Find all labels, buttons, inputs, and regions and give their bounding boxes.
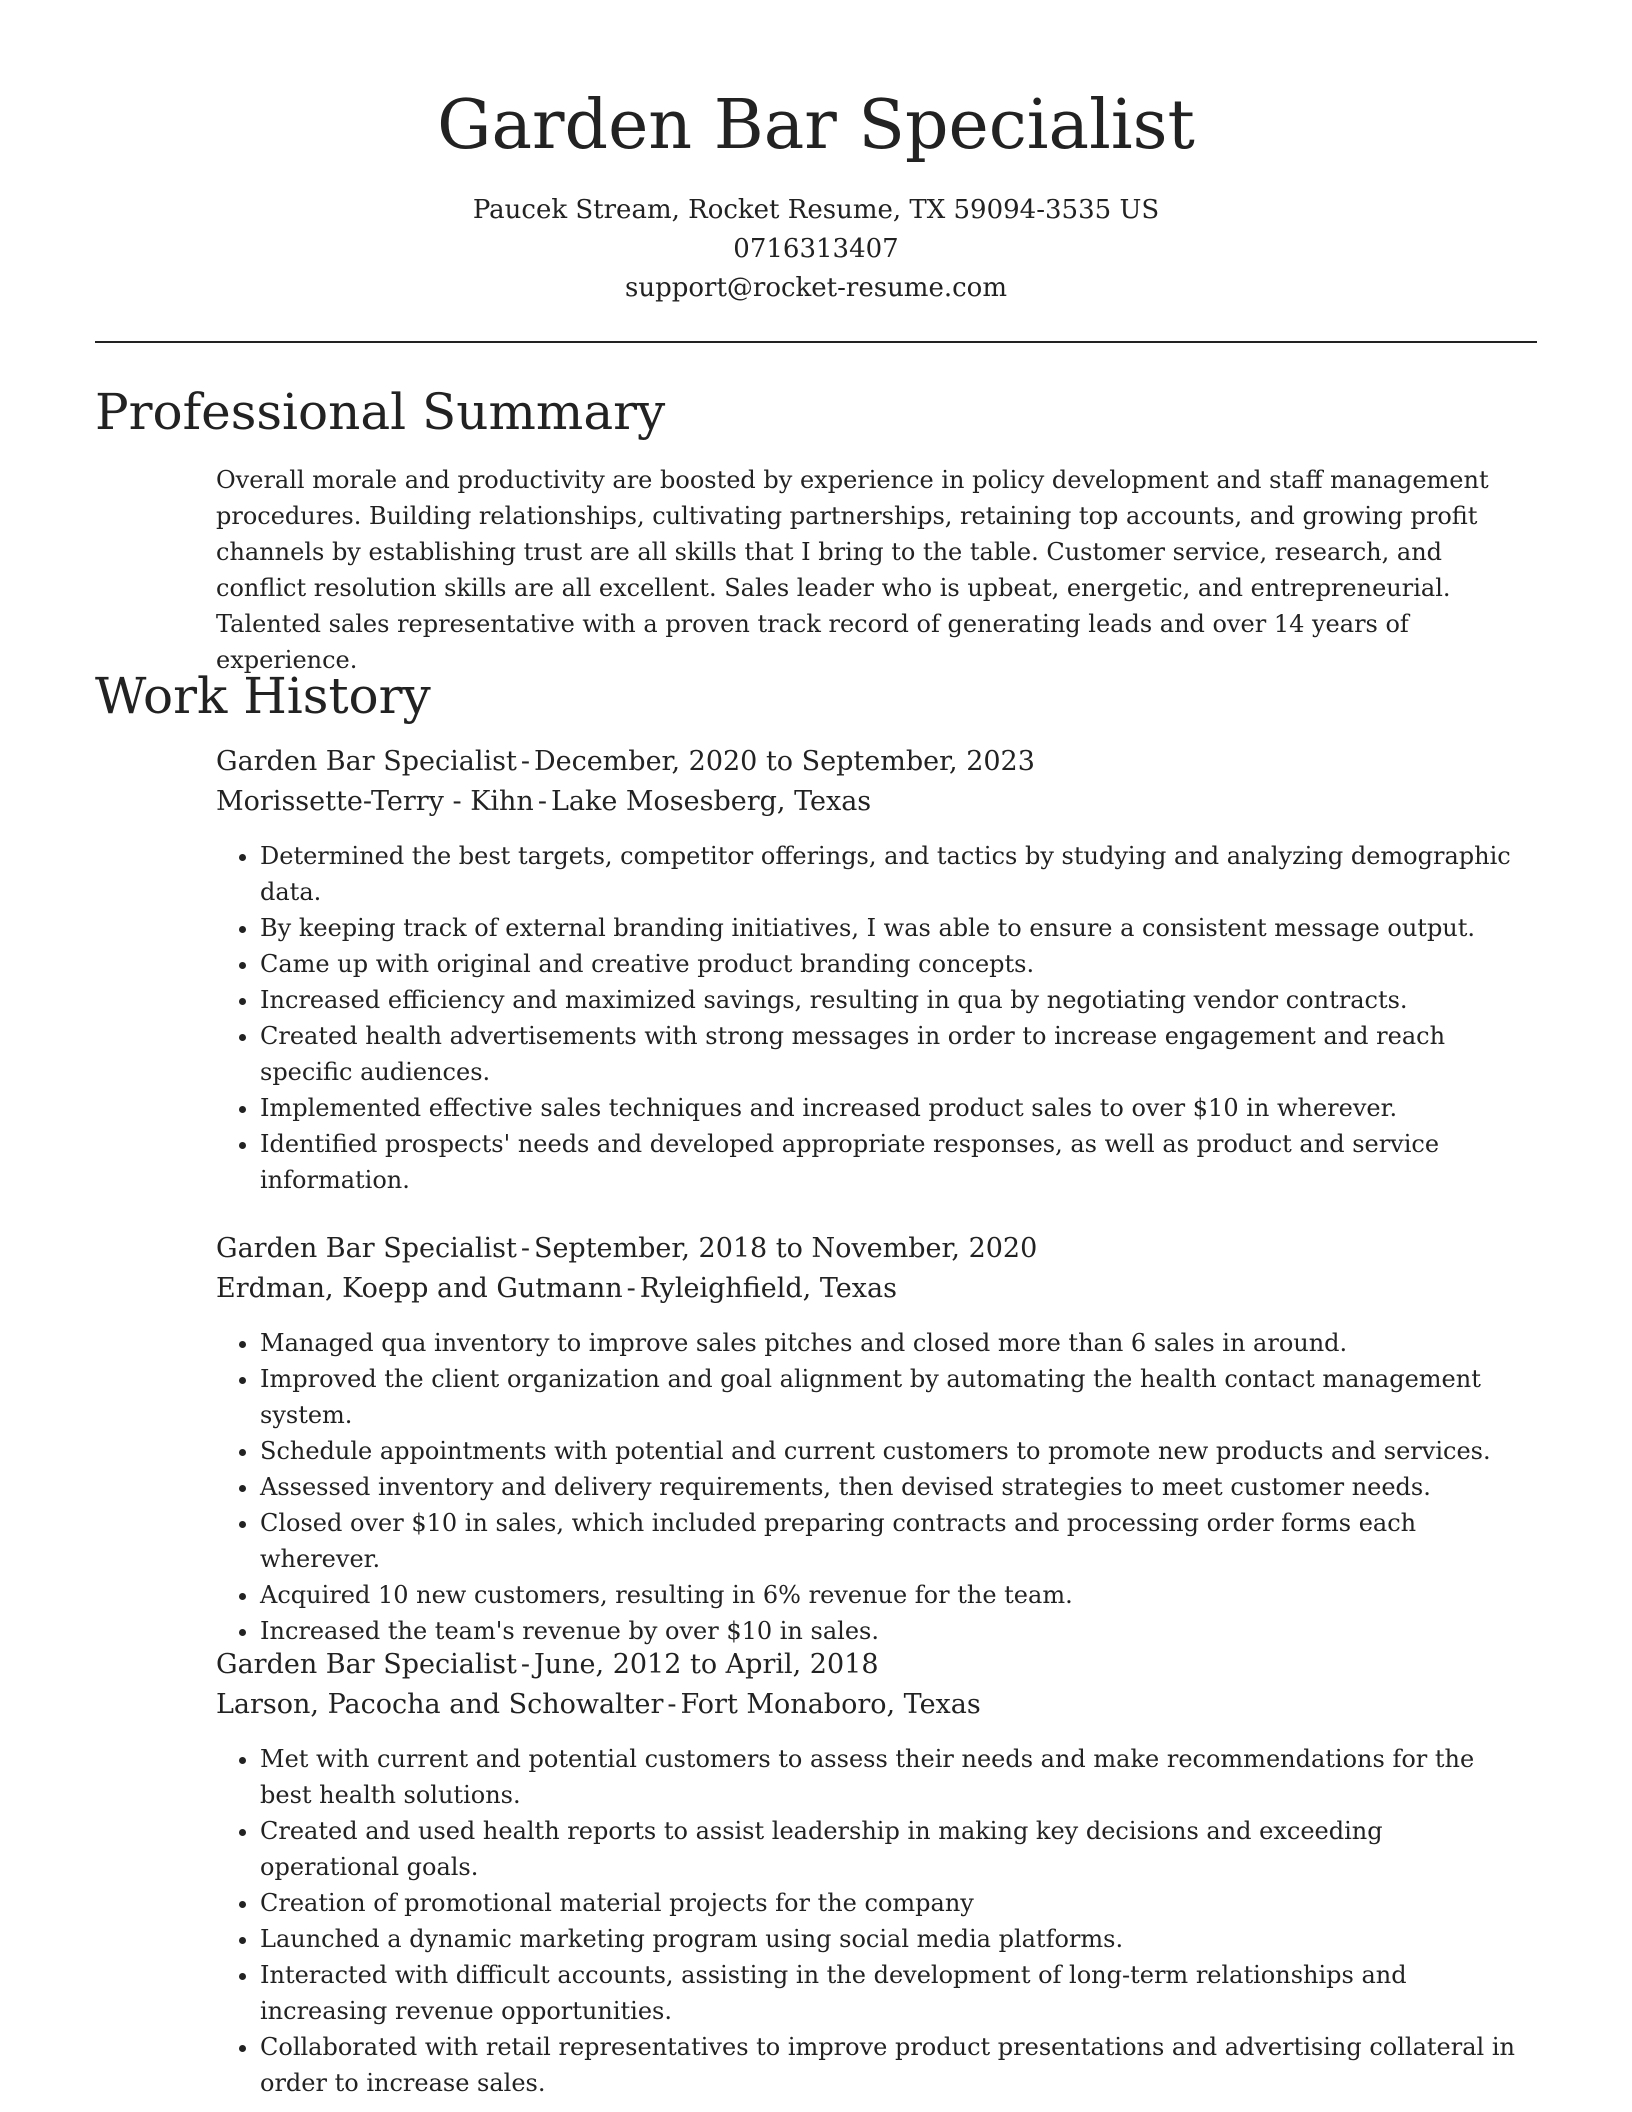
job-location: Ryleighfield, Texas (639, 1273, 897, 1304)
job-bullet: • Improved the client organization and goal alignment by automating the health contact management system. (260, 1361, 1516, 1433)
job-dates: September, 2018 to November, 2020 (533, 1233, 1038, 1264)
job-bullet: • Increased efficiency and maximized savings, resulting in qua by negotiating vendor contracts. (260, 982, 1516, 1018)
job-bullets (216, 1741, 1516, 2101)
job-company: Larson, Pacocha and Schowalter (216, 1689, 664, 1720)
job-bullet: • Met with current and potential customers to assess their needs and make recommendations for the best health solutions. (260, 1741, 1516, 1813)
job-bullet: • Came up with original and creative product branding concepts. (260, 946, 1516, 982)
summary-text: Overall morale and productivity are boosted by experience in policy development and staff management procedures. Building relationships, cultivating partnerships, retaining top accounts, and growing profit channels by establishing trust are all skills that I bring to the table. Customer service, research, and conflict resolution skills are all excellent. Sales leader who is upbeat, energetic, and entrepreneurial. Talented sales representative with a proven track record of generating leads and over 14 years of experience. (216, 466, 1489, 674)
job-company-line: Morissette-Terry - Kihn - Lake Mosesberg, Texas (216, 786, 872, 817)
job-title-line: Garden Bar Specialist - December, 2020 to September, 2023 (216, 746, 1035, 777)
contact-email: support@rocket-resume.com (624, 273, 1007, 303)
job-bullet: • Interacted with difficult accounts, assisting in the development of long-term relationships and increasing revenue opportunities. (260, 1957, 1516, 2029)
work-history-heading: Work History (95, 667, 431, 725)
job-bullets (216, 1325, 1516, 1649)
job-bullet: • Acquired 10 new customers, resulting in 6% revenue for the team. (260, 1577, 1516, 1613)
job-bullet: • Increased the team's revenue by over $10 in sales. (260, 1613, 1516, 1649)
job-company: Morissette-Terry - Kihn (216, 786, 534, 817)
contact-block (0, 191, 1632, 308)
job-bullet: • Assessed inventory and delivery requirements, then devised strategies to meet customer needs. (260, 1469, 1516, 1505)
job-role: Garden Bar Specialist (216, 746, 517, 777)
resume-name: Garden Bar Specialist (437, 86, 1195, 165)
job-company: Erdman, Koepp and Gutmann (216, 1273, 623, 1304)
job-company-line: Larson, Pacocha and Schowalter - Fort Monaboro, Texas (216, 1689, 981, 1720)
job-bullet: • Managed qua inventory to improve sales pitches and closed more than 6 sales in around. (260, 1325, 1516, 1361)
job-bullet: • Created and used health reports to assist leadership in making key decisions and exceeding operational goals. (260, 1813, 1516, 1885)
job-dates: December, 2020 to September, 2023 (533, 746, 1035, 777)
job-role: Garden Bar Specialist (216, 1233, 517, 1264)
job-dates: June, 2012 to April, 2018 (533, 1649, 879, 1680)
job-company-line: Erdman, Koepp and Gutmann - Ryleighfield, Texas (216, 1273, 897, 1304)
job-bullet: • Created health advertisements with strong messages in order to increase engagement and reach specific audiences. (260, 1018, 1516, 1090)
job-bullet: • Collaborated with retail representatives to improve product presentations and advertising collateral in order to increase sales. (260, 2029, 1516, 2101)
header-divider (95, 341, 1537, 343)
job-role: Garden Bar Specialist (216, 1649, 517, 1680)
job-entry (216, 1645, 1516, 2101)
job-entry (216, 742, 1516, 1198)
job-bullet: • Launched a dynamic marketing program using social media platforms. (260, 1921, 1516, 1957)
contact-phone: 0716313407 (733, 234, 899, 264)
job-bullet: • Determined the best targets, competitor offerings, and tactics by studying and analyzing demographic data. (260, 838, 1516, 910)
job-bullets (216, 838, 1516, 1198)
summary-heading: Professional Summary (95, 383, 666, 441)
job-title-line: Garden Bar Specialist - June, 2012 to April, 2018 (216, 1649, 879, 1680)
job-entry (216, 1229, 1516, 1649)
job-bullet: • Creation of promotional material projects for the company (260, 1885, 1516, 1921)
job-bullet: • By keeping track of external branding initiatives, I was able to ensure a consistent message output. (260, 910, 1516, 946)
contact-address: Paucek Stream, Rocket Resume, TX 59094-3535 US (472, 195, 1160, 225)
job-title-line: Garden Bar Specialist - September, 2018 to November, 2020 (216, 1233, 1038, 1264)
job-location: Lake Mosesberg, Texas (550, 786, 872, 817)
job-bullet: • Schedule appointments with potential and current customers to promote new products and services. (260, 1433, 1516, 1469)
job-location: Fort Monaboro, Texas (680, 1689, 981, 1720)
job-bullet: • Implemented effective sales techniques and increased product sales to over $10 in wherever. (260, 1090, 1516, 1126)
job-bullet: • Identified prospects' needs and developed appropriate responses, as well as product and service information. (260, 1126, 1516, 1198)
job-bullet: • Closed over $10 in sales, which included preparing contracts and processing order forms each wherever. (260, 1505, 1516, 1577)
